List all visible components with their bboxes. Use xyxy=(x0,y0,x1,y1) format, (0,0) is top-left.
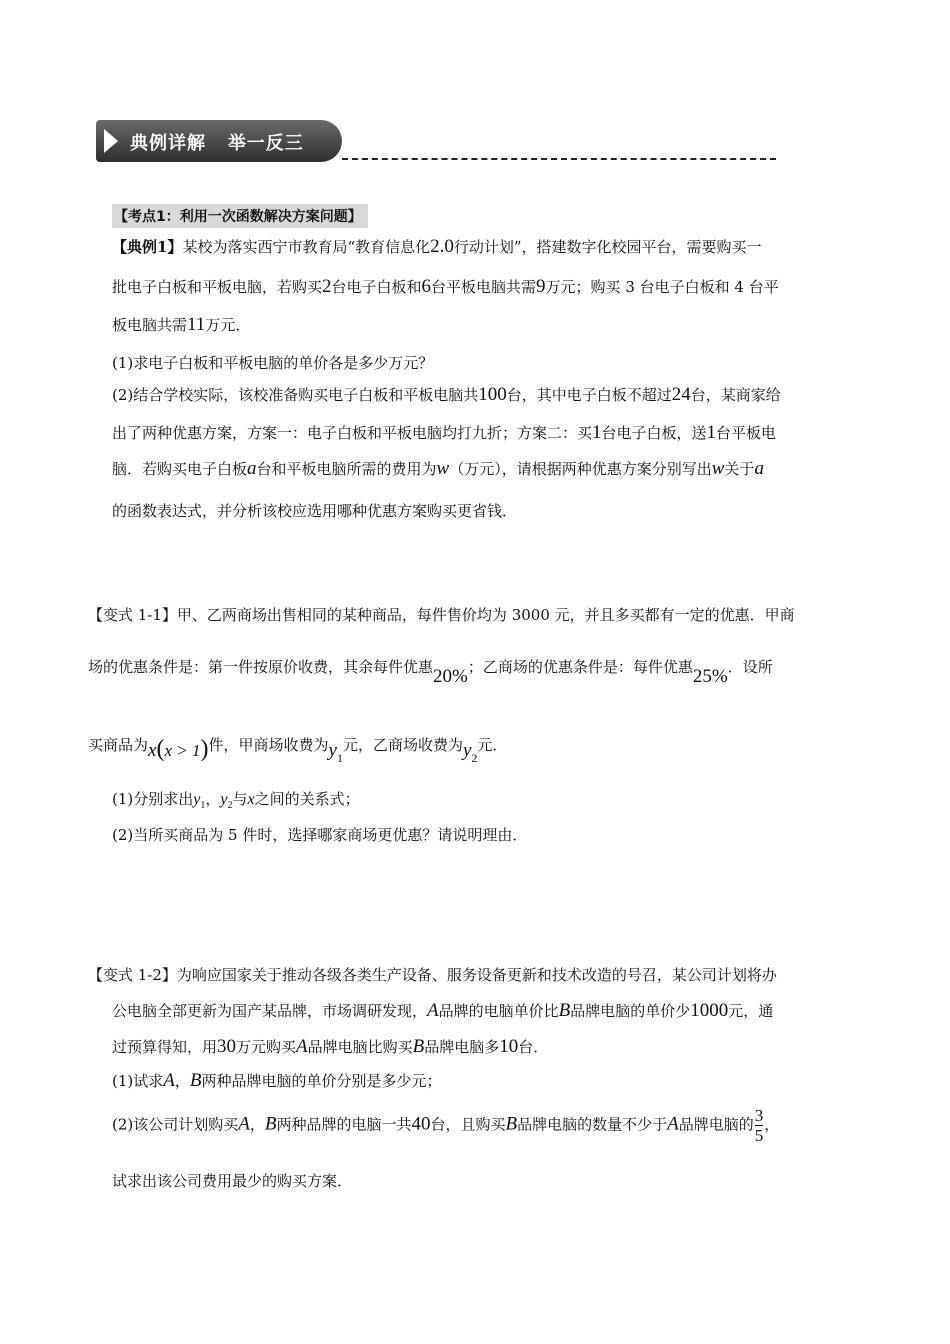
section-banner xyxy=(96,120,342,162)
example-1-question-2-line-2: 出了两种优惠方案，方案一：电子白板和平板电脑均打九折；方案二：买1台电子白板，送1台平板电 xyxy=(112,422,777,443)
variant-1-2-question-2-line-1: (2)该公司计划购买A，B两种品牌的电脑一共40台，且购买B品牌电脑的数量不少于A品牌电脑的 $\frac{3}{5}$ ， xyxy=(112,1106,780,1145)
play-arrow-icon xyxy=(104,129,118,153)
variant-1-1-line-1: 【变式 1-1】甲、乙两商场出售相同的某种商品，每件售价均为 3000 元，并且多买都有一定的优惠．甲商 xyxy=(88,606,795,624)
variant-1-1-line-2: 场的优惠条件是：第一件按原价收费，其余每件优惠20%；乙商场的优惠条件是：每件优惠25%．设所 xyxy=(88,658,773,687)
variant-1-1-line-3: 买商品为x(x > 1)件，甲商场收费为$y_1$元，乙商场收费为$y_2$元． xyxy=(88,736,508,765)
variant-1-1-question-1: (1)分别求出$y_1$，$y_2$与x之间的关系式； xyxy=(112,790,360,811)
fraction-three-fifths: $\frac{3}{5}$ xyxy=(754,1106,764,1145)
variant-1-2-line-2: 公电脑全部更新为国产某品牌，市场调研发现，A品牌的电脑单价比B品牌电脑的单价少1000元，通 xyxy=(112,1000,774,1021)
example-1-line-1: 【典例1】某校为落实西宁市教育局“教育信息化2.0行动计划”，搭建数字化校园平台，需要购买一 xyxy=(112,236,762,257)
example-1-question-1: (1)求电子白板和平板电脑的单价各是多少万元？ xyxy=(112,354,434,372)
banner-title: 典例详解 举一反三 xyxy=(130,133,304,154)
variant-1-1-question-2: (2)当所买商品为 5 件时，选择哪家商场更优惠？请说明理由． xyxy=(112,826,528,844)
example-1-question-2-line-3: 脑．若购买电子白板a台和平板电脑所需的费用为w（万元），请根据两种优惠方案分别写出w关于a xyxy=(112,458,764,479)
variant-1-2-question-1: (1)试求A，B两种品牌电脑的单价分别是多少元； xyxy=(112,1070,442,1091)
example-1-question-2-line-4: 的函数表达式，并分析该校应选用哪种优惠方案购买更省钱． xyxy=(112,502,518,520)
example-1-line-2: 批电子白板和平板电脑，若购买2台电子白板和6台平板电脑共需9万元；购买 3 台电子白板和 4 台平 xyxy=(112,276,779,297)
topic-heading: 【考点1：利用一次函数解决方案问题】 xyxy=(112,204,368,228)
example-1-line-3: 板电脑共需11万元． xyxy=(112,314,251,335)
banner-dashed-divider xyxy=(342,158,776,160)
variant-1-2-question-2-line-2: 试求出该公司费用最少的购买方案． xyxy=(112,1172,353,1190)
variant-1-2-line-1: 【变式 1-2】为响应国家关于推动各级各类生产设备、服务设备更新和技术改造的号召，某公司计划将办 xyxy=(88,966,777,984)
variant-1-2-line-3: 过预算得知，用30万元购买A品牌电脑比购买B品牌电脑多10台． xyxy=(112,1036,549,1057)
example-1-question-2-line-1: (2)结合学校实际，该校准备购买电子白板和平板电脑共100台，其中电子白板不超过24台，某商家给 xyxy=(112,384,781,405)
